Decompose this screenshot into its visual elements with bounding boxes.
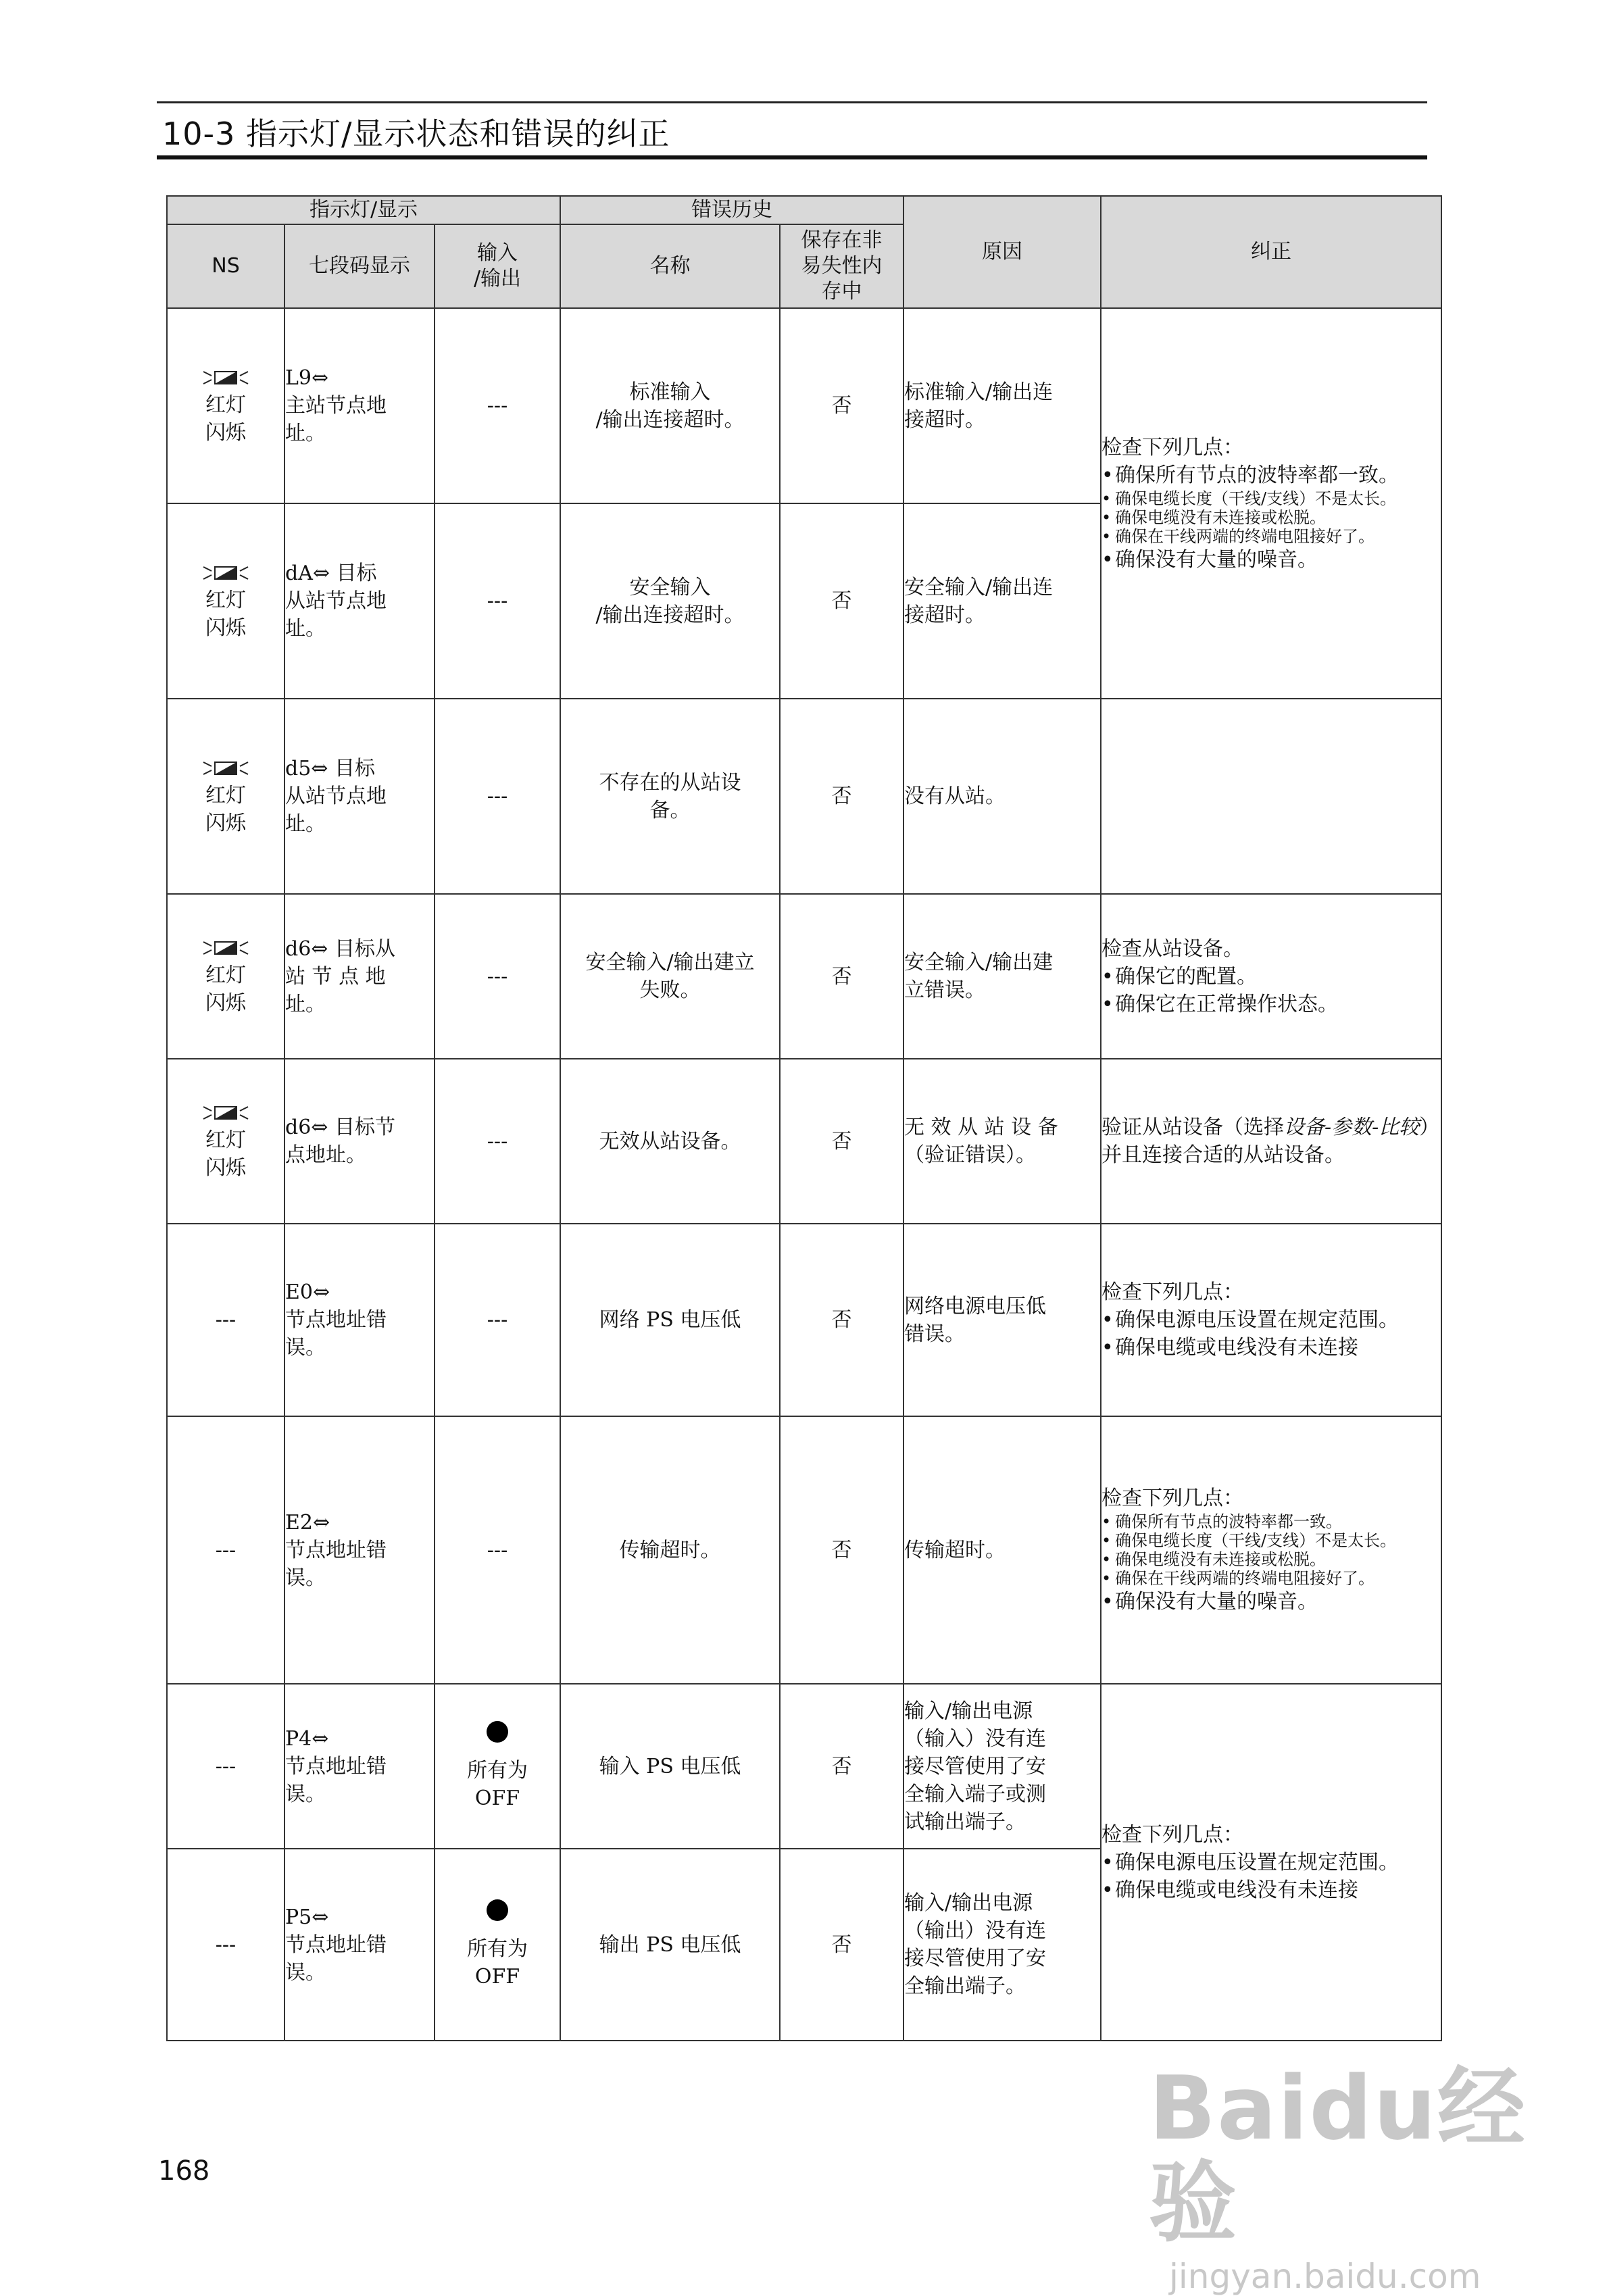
- cell-io: ---: [435, 699, 560, 894]
- cell-seven-seg: E0⇔ 节点地址错 误。: [284, 1224, 435, 1416]
- cell-fix-empty: [1101, 699, 1441, 894]
- cell-io: ---: [435, 1224, 560, 1416]
- table-row: [167, 1224, 1441, 1416]
- ns-text: 红灯 闪烁: [205, 783, 246, 835]
- cell-seven-seg: d6⇔ 目标从 站 节 点 地 址。: [284, 894, 435, 1059]
- col-group-history: 错误历史: [560, 196, 903, 224]
- cell-ns: ---: [167, 1224, 284, 1416]
- col-cause: 原因: [903, 196, 1101, 308]
- watermark: [1149, 2057, 1609, 2296]
- cell-saved: 否: [780, 1416, 903, 1684]
- io-text: 所有为 OFF: [467, 1937, 528, 1989]
- cell-io: [435, 1684, 560, 1849]
- fix-bullet: • 确保电缆长度（干线/支线）不是太长。: [1101, 1531, 1397, 1550]
- fix-bullet: • 确保没有大量的噪音。: [1101, 547, 1318, 572]
- cell-io: [435, 1849, 560, 2041]
- col-ns: NS: [167, 224, 284, 308]
- fix-intro: 检查从站设备。: [1101, 937, 1244, 961]
- cell-seven-seg: P5⇔ 节点地址错 误。: [284, 1849, 435, 2041]
- fix-bullet: • 确保在干线两端的终端电阻接好了。: [1101, 526, 1375, 546]
- cell-name: 无效从站设备。: [560, 1059, 780, 1224]
- cell-ns: [167, 1059, 284, 1224]
- cell-cause: 无 效 从 站 设 备 （验证错误）。: [903, 1059, 1101, 1224]
- header-rule-top: [157, 101, 1427, 103]
- fix-text-post: ）并且连接合适的从站设备。: [1101, 1116, 1440, 1167]
- cell-seven-seg: d5⇔ 目标 从站节点地 址。: [284, 699, 435, 894]
- fix-text-pre: 验证从站设备（选择: [1101, 1116, 1285, 1139]
- cell-saved: 否: [780, 699, 903, 894]
- page-number: 168: [158, 2155, 210, 2187]
- cell-ns: ---: [167, 1849, 284, 2041]
- cell-cause: 安全输入/输出建 立错误。: [903, 894, 1101, 1059]
- cell-saved: 否: [780, 503, 903, 699]
- cell-fix: [1101, 1416, 1441, 1684]
- table-row: [167, 308, 1441, 503]
- page-title: 10-3 指示灯/显示状态和错误的纠正: [162, 116, 670, 152]
- led-flashing-icon: [201, 936, 250, 960]
- ns-text: 红灯 闪烁: [205, 1128, 246, 1180]
- cell-name: 输出 PS 电压低: [560, 1849, 780, 2041]
- cell-name: 不存在的从站设 备。: [560, 699, 780, 894]
- error-table: [166, 195, 1442, 2041]
- cell-ns: ---: [167, 1684, 284, 1849]
- cell-cause: 没有从站。: [903, 699, 1101, 894]
- led-on-dot-icon: [487, 1899, 508, 1921]
- cell-name: 网络 PS 电压低: [560, 1224, 780, 1416]
- cell-cause: 安全输入/输出连 接超时。: [903, 503, 1101, 699]
- cell-seven-seg: L9⇔ 主站节点地 址。: [284, 308, 435, 503]
- watermark-url: jingyan.baidu.com: [1169, 2257, 1481, 2296]
- fix-bullet: • 确保电缆长度（干线/支线）不是太长。: [1101, 489, 1397, 508]
- cell-ns: [167, 894, 284, 1059]
- col-name: 名称: [560, 224, 780, 308]
- cell-cause: 输入/输出电源 （输出）没有连 接尽管使用了安 全输出端子。: [903, 1849, 1101, 2041]
- led-on-dot-icon: [487, 1721, 508, 1743]
- cell-fix: [1101, 1224, 1441, 1416]
- cell-ns: [167, 699, 284, 894]
- ns-text: 红灯 闪烁: [205, 393, 246, 445]
- cell-saved: 否: [780, 308, 903, 503]
- cell-seven-seg: E2⇔ 节点地址错 误。: [284, 1416, 435, 1684]
- cell-cause: 传输超时。: [903, 1416, 1101, 1684]
- col-fix: 纠正: [1101, 196, 1441, 308]
- fix-bullet: • 确保它的配置。: [1101, 964, 1258, 989]
- fix-bullet: • 确保电缆没有未连接或松脱。: [1101, 1550, 1327, 1569]
- cell-ns: [167, 503, 284, 699]
- cell-io: ---: [435, 1059, 560, 1224]
- cell-cause: 标准输入/输出连 接超时。: [903, 308, 1101, 503]
- io-text: 所有为 OFF: [467, 1758, 528, 1810]
- ns-text: 红灯 闪烁: [205, 588, 246, 640]
- header-row-group: [167, 196, 1441, 224]
- fix-bullet: • 确保在干线两端的终端电阻接好了。: [1101, 1569, 1375, 1588]
- cell-io: ---: [435, 503, 560, 699]
- cell-name: 传输超时。: [560, 1416, 780, 1684]
- cell-fix: [1101, 1684, 1441, 2041]
- cell-saved: 否: [780, 894, 903, 1059]
- cell-seven-seg: dA⇔ 目标 从站节点地 址。: [284, 503, 435, 699]
- cell-name: 安全输入 /输出连接超时。: [560, 503, 780, 699]
- table-row: [167, 1059, 1441, 1224]
- cell-saved: 否: [780, 1224, 903, 1416]
- fix-bullet: • 确保所有节点的波特率都一致。: [1101, 463, 1400, 487]
- cell-name: 安全输入/输出建立 失败。: [560, 894, 780, 1059]
- header-rule-bottom: [157, 155, 1427, 159]
- fix-bullet: • 确保电源电压设置在规定范围。: [1101, 1850, 1400, 1874]
- cell-name: 输入 PS 电压低: [560, 1684, 780, 1849]
- cell-seven-seg: d6⇔ 目标节 点地址。: [284, 1059, 435, 1224]
- col-group-indicator: 指示灯/显示: [167, 196, 560, 224]
- fix-intro: 检查下列几点：: [1101, 435, 1244, 459]
- led-flashing-icon: [201, 561, 250, 585]
- ns-text: 红灯 闪烁: [205, 964, 246, 1015]
- fix-intro: 检查下列几点：: [1101, 1280, 1244, 1304]
- cell-fix: [1101, 308, 1441, 699]
- table-row: [167, 1416, 1441, 1684]
- cell-saved: 否: [780, 1684, 903, 1849]
- fix-bullet: • 确保它在正常操作状态。: [1101, 992, 1339, 1016]
- cell-seven-seg: P4⇔ 节点地址错 误。: [284, 1684, 435, 1849]
- cell-cause: 网络电源电压低 错误。: [903, 1224, 1101, 1416]
- cell-io: ---: [435, 894, 560, 1059]
- led-flashing-icon: [201, 366, 250, 390]
- table-row: [167, 894, 1441, 1059]
- led-flashing-icon: [201, 756, 250, 780]
- watermark-logo: Baidu经验: [1149, 2057, 1527, 2254]
- led-flashing-icon: [201, 1101, 250, 1125]
- cell-io: ---: [435, 308, 560, 503]
- fix-bullet: • 确保电缆没有未连接或松脱。: [1101, 507, 1327, 527]
- col-saved: 保存在非 易失性内 存中: [780, 224, 903, 308]
- cell-cause: 输入/输出电源 （输入）没有连 接尽管使用了安 全输入端子或测 试输出端子。: [903, 1684, 1101, 1849]
- fix-intro: 检查下列几点：: [1101, 1822, 1244, 1847]
- table-row: [167, 1684, 1441, 1849]
- fix-intro: 检查下列几点：: [1101, 1487, 1244, 1510]
- fix-bullet: • 确保电源电压设置在规定范围。: [1101, 1308, 1400, 1332]
- cell-saved: 否: [780, 1849, 903, 2041]
- fix-bullet: • 确保没有大量的噪音。: [1101, 1590, 1318, 1614]
- fix-text-menu-path: 设备-参数-比较: [1284, 1116, 1420, 1139]
- cell-io: ---: [435, 1416, 560, 1684]
- cell-fix: [1101, 894, 1441, 1059]
- col-io: 输入 /输出: [435, 224, 560, 308]
- fix-bullet: • 确保所有节点的波特率都一致。: [1101, 1512, 1343, 1531]
- cell-ns: ---: [167, 1416, 284, 1684]
- cell-ns: [167, 308, 284, 503]
- cell-fix: [1101, 1059, 1441, 1224]
- col-seven-seg: 七段码显示: [284, 224, 435, 308]
- table-row: [167, 699, 1441, 894]
- cell-saved: 否: [780, 1059, 903, 1224]
- fix-bullet: • 确保电缆或电线没有未连接: [1101, 1878, 1359, 1902]
- cell-name: 标准输入 /输出连接超时。: [560, 308, 780, 503]
- fix-bullet: • 确保电缆或电线没有未连接: [1101, 1336, 1359, 1359]
